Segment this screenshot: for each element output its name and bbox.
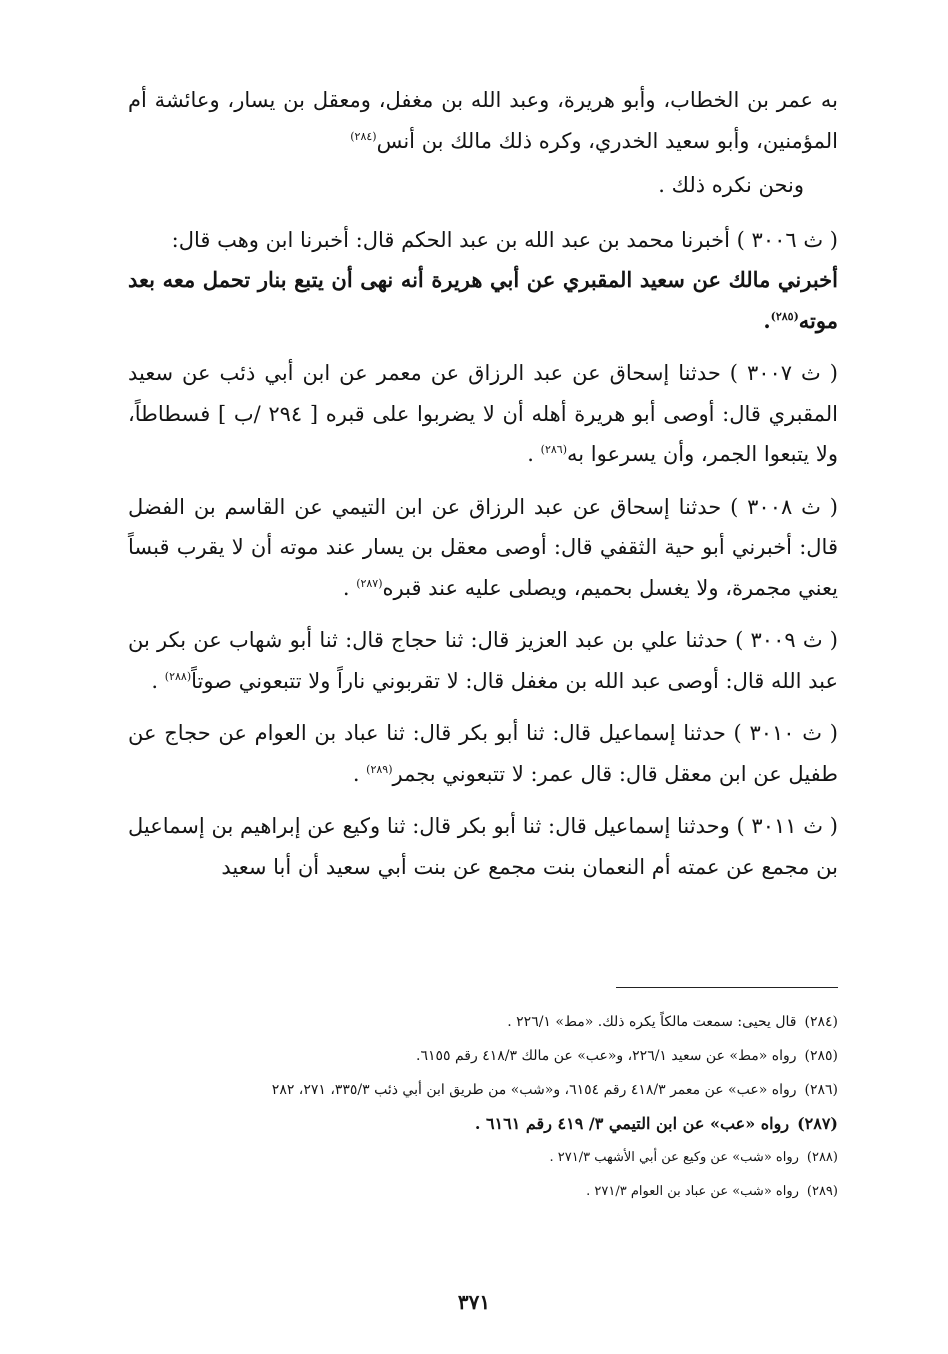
note-ref: (٢٨٤)	[350, 129, 377, 143]
punctuation: .	[527, 442, 541, 466]
paragraph-text: به عمر بن الخطاب، وأبو هريرة، وعبد الله بن مغفل، ومعقل بن يسار، وعائشة أم المؤمنين، وأبو سعيد الخدري، وكره ذلك مالك بن أنس	[128, 88, 839, 153]
footnote-text: قال يحيى: سمعت مالكاً يكره ذلك. «مط» ٢٢٦/١ .	[507, 1014, 797, 1030]
note-ref: (٢٨٧)	[356, 576, 383, 590]
paragraph-text: ( ث ٣٠٠٦ ) أخبرنا محمد بن عبد الله بن عبد الحكم قال: أخبرنا ابن وهب قال:	[171, 227, 838, 252]
footnote-number: (٢٨٥)	[804, 1048, 838, 1064]
footnotes	[128, 1008, 838, 1212]
punctuation: .	[151, 668, 165, 693]
paragraph-text: ونحن نكره ذلك .	[658, 173, 804, 197]
hadith-3008	[128, 487, 838, 609]
paragraph-text: ( ث ٣٠٠٨ ) حدثنا إسحاق عن عبد الرزاق عن ابن التيمي عن القاسم بن الفضل قال: أخبرني أبو حية الثقفي قال: أوصى معقل بن يسار عند موته أن لا يقرب قبساً يعني مجمرة، ولا يغسل بحميم، ويصلى عليه عند قبره	[128, 494, 838, 600]
punctuation: .	[352, 761, 367, 786]
hadith-3009	[128, 620, 838, 701]
paragraph-text: ( ث ٣٠٠٧ ) حدثنا إسحاق عن عبد الرزاق عن معمر عن ابن أبي ذئب عن سعيد المقبري قال: أوصى أبو هريرة أهله أن لا يضربوا على قبره [ ٢٩٤ /ب ] فسطاطاً، ولا يتبعوا الجمر، وأن يسرعوا به	[128, 361, 838, 466]
footnote-text: رواه «شب» عن وكيع عن أبي الأشهب ٢٧١/٣ .	[549, 1150, 799, 1165]
footnote-284	[128, 1008, 838, 1036]
footnote-text: رواه «عب» عن ابن التيمي ٣/ ٤١٩ رقم ٦١٦١ .	[474, 1114, 790, 1133]
footnote-number: (٢٨٨)	[806, 1150, 838, 1165]
hadith-3006	[128, 220, 838, 261]
footnote-287	[128, 1110, 838, 1138]
page-number: ٣٧١	[457, 1290, 491, 1314]
hadith-3006-bold-line	[128, 260, 838, 341]
footnote-text: رواه «مط» عن سعيد ٢٢٦/١، و«عب» عن مالك ٤١٨/٣ رقم ٦١٥٥.	[416, 1048, 797, 1064]
note-ref: (٢٨٥)	[770, 309, 799, 323]
note-ref: (٢٨٦)	[540, 443, 567, 456]
hadith-3007	[128, 353, 838, 475]
main-text	[128, 80, 838, 899]
paragraph-text: أخبرني مالك عن سعيد المقبري عن أبي هريرة أنه نهى أن يتبع بنار تحمل معه بعد موته	[128, 267, 838, 333]
paragraph-continuation	[128, 80, 838, 161]
footnote-number: (٢٨٧)	[797, 1114, 838, 1133]
note-ref: (٢٨٨)	[164, 669, 192, 683]
footnote-number: (٢٨٤)	[804, 1014, 838, 1030]
paragraph-text: ( ث ٣٠١١ ) وحدثنا إسماعيل قال: ثنا أبو بكر قال: ثنا وكيع عن إبراهيم بن إسماعيل بن مجمع عن عمته أم النعمان بنت مجمع عن بنت أبي سعيد أن أبا سعيد	[128, 814, 838, 879]
punctuation: .	[763, 307, 771, 333]
paragraph-text: ( ث ٣٠١٠ ) حدثنا إسماعيل قال: ثنا أبو بكر قال: ثنا عباد بن العوام عن حجاج عن طفيل عن ابن معقل قال: قال عمر: لا تتبعوني بجمر	[128, 721, 838, 786]
footnote-286	[128, 1076, 838, 1104]
punctuation: .	[342, 575, 357, 600]
footnote-divider	[616, 987, 838, 988]
note-ref: (٢٨٩)	[366, 762, 393, 776]
footnote-number: (٢٨٦)	[804, 1082, 838, 1098]
footnote-text: رواه «شب» عن عباد بن العوام ٢٧١/٣ .	[586, 1184, 799, 1199]
paragraph-closing	[128, 165, 838, 206]
footnote-289	[128, 1178, 838, 1206]
footnote-number: (٢٨٩)	[806, 1184, 838, 1199]
footnote-288	[128, 1144, 838, 1172]
paragraph-text: ( ث ٣٠٠٩ ) حدثنا علي بن عبد العزيز قال: ثنا حجاج قال: ثنا أبو شهاب عن بكر بن عبد الله قال: أوصى عبد الله بن مغفل قال: لا تقربوني ناراً ولا تتبعوني صوتاً	[128, 628, 838, 693]
hadith-3010	[128, 713, 838, 794]
footnote-285	[128, 1042, 838, 1070]
hadith-3011	[128, 806, 838, 887]
footnote-text: رواه «عب» عن معمر ٤١٨/٣ رقم ٦١٥٤، و«شب» من طريق ابن أبي ذئب ٣٣٥/٣، ٢٧١، ٢٨٢	[271, 1082, 797, 1098]
